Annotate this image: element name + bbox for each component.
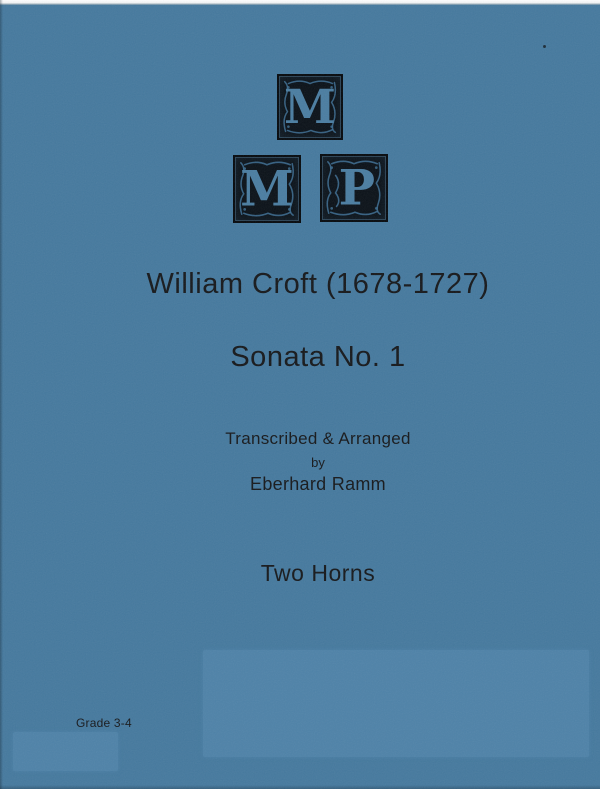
ornate-initial-p-icon xyxy=(322,156,386,220)
logo-letter: M xyxy=(284,79,336,135)
logo-block-p-right xyxy=(320,154,388,222)
logo-letter: M xyxy=(240,160,294,218)
grade-label: Grade 3-4 xyxy=(76,716,132,730)
credit-transcribed: Transcribed & Arranged xyxy=(225,429,411,448)
work-title: Sonata No. 1 xyxy=(230,341,406,373)
scan-speck xyxy=(543,45,546,48)
ornate-initial-m-icon xyxy=(279,76,341,138)
instrumentation-title: Two Horns xyxy=(260,560,376,586)
credit-arranger: Eberhard Ramm xyxy=(250,474,386,494)
credit-by: by xyxy=(311,455,325,470)
logo-block-m-left xyxy=(233,155,301,223)
ornate-initial-m-icon xyxy=(235,157,299,221)
scan-artifact-strip xyxy=(0,0,600,5)
scan-edge-shadow-left xyxy=(0,0,3,789)
composer-title: William Croft (1678-1727) xyxy=(146,268,490,300)
logo-block-m-top xyxy=(277,74,343,140)
blank-label-large xyxy=(203,650,589,757)
logo-letter: P xyxy=(338,159,376,217)
scan-edge-shadow-bottom xyxy=(0,785,600,789)
blank-label-small xyxy=(13,732,118,771)
